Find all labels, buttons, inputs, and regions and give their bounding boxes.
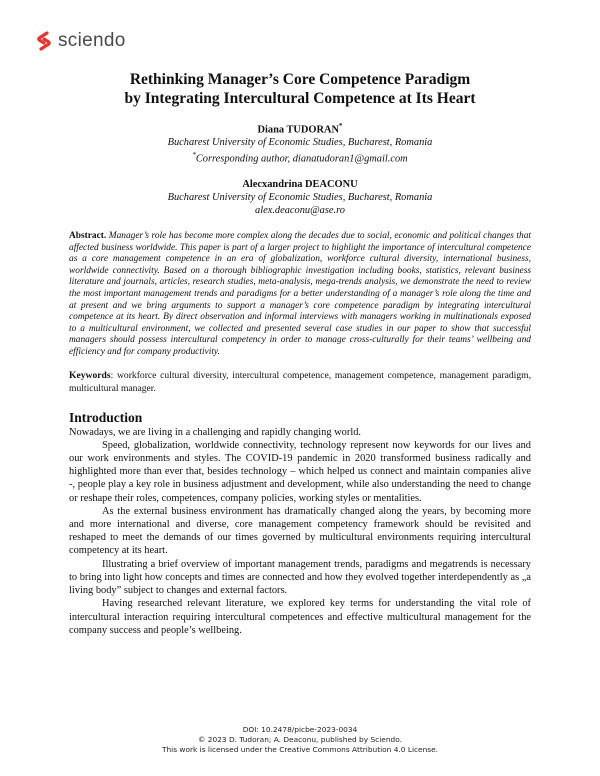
abstract-text: Manager’s role has become more complex along the decades due to social, economic and political changes that affected business worldwide. This paper is part of a larger project to highlight the importance of intercultural competence as a core management competence in an era of globalization, workforce cultural diversity, international business, worldwide connectivity. Based on a thorough bibliographic investigation including books, statistics, relevant business literature and journals, articles, research studies, meta-analysis, mega-trends analysis, we demonstrate the need to review the most important management trends and paradigms for a better understanding of a manager’s role along the time and at present and we bring arguments to support a manager’s core competence paradigm by integrating intercultural competence at its heart. By direct observation and informal interviews with managers working in multinationals exposed to a multicultural environment, we collected and presented several case studies in our paper to show that successful managers should possess intercultural competency in order to manage cross-culturally for their teams’ wellbeing and efficiency and for company productivity. — [69, 230, 532, 357]
paper-title: Rethinking Manager’s Core Competence Paradigm by Integrating Intercultural Competence at Its Heart — [124, 71, 476, 107]
sciendo-logo-icon — [36, 31, 52, 51]
brand-name: sciendo — [58, 30, 126, 51]
author-1-name: Diana TUDORAN — [257, 124, 339, 136]
author-2 — [69, 178, 531, 217]
paragraph: As the external business environment has dramatically changed along the years, by becoming more and more international and diverse, core management competency framework should be revisited and reshaped to meet the demands of our times governed by multicultural environments requiring intercultural competency at its heart. — [69, 505, 531, 557]
paper-page — [69, 70, 531, 637]
doi[interactable]: DOI: 10.2478/picbe-2023-0034 — [242, 725, 358, 734]
paragraph: Speed, globalization, worldwide connectivity, technology represent now keywords for our lives and our work environments and styles. The COVID-19 pandemic in 2020 transformed business radically and highlighted more than ever that, besides technology – which helped us connect and maintain companies alive -, people play a key role in business adjustment and development, while also understanding the need to change or reshape their roles, competences, company policies, working styles or mentalities. — [69, 439, 531, 504]
author-1: Diana TUDORAN* Bucharest University of Economic Studies, Bucharest, Romania *Corresponding author, dianatudoran1@gmail.com — [69, 120, 531, 166]
copyright-notice: © 2023 D. Tudoran; A. Deaconu, published by Sciendo. — [198, 735, 402, 745]
keywords — [69, 370, 531, 395]
paragraph: Nowadays, we are living in a challenging and rapidly changing world. — [69, 426, 362, 438]
license-notice[interactable]: This work is licensed under the Creative Commons Attribution 4.0 License. — [161, 745, 439, 755]
section-heading-introduction: Introduction — [69, 409, 143, 425]
author-1-affiliation: Bucharest University of Economic Studies, Bucharest, Romania — [167, 137, 433, 149]
abstract — [69, 231, 531, 359]
keywords-label: Keywords — [69, 370, 111, 382]
page-footer — [0, 725, 600, 756]
abstract-label: Abstract. — [69, 230, 107, 241]
sciendo-logo[interactable] — [36, 30, 126, 52]
author-2-name: Alecxandrina DEACONU — [242, 178, 358, 190]
author-2-email[interactable]: alex.deaconu@ase.ro — [255, 204, 345, 216]
keywords-text: : workforce cultural diversity, intercultural competence, management competence, management paradigm, multicultural manager. — [69, 370, 531, 395]
author-2-affiliation: Bucharest University of Economic Studies, Bucharest, Romania — [167, 191, 433, 203]
paragraph: Illustrating a brief overview of important management trends, paradigms and megatrends is necessary to bring into light how concepts and times are connected and how they evolved together interdependently as „a living body” subject to changes and external factors. — [69, 558, 531, 597]
author-1-note: *Corresponding author, dianatudoran1@gmail.com — [192, 151, 408, 165]
paragraph: Having researched relevant literature, we explored key terms for understanding the vital role of intercultural interaction requiring intercultural competences and effective multicultural management for the company success and people’s wellbeing. — [69, 598, 531, 636]
